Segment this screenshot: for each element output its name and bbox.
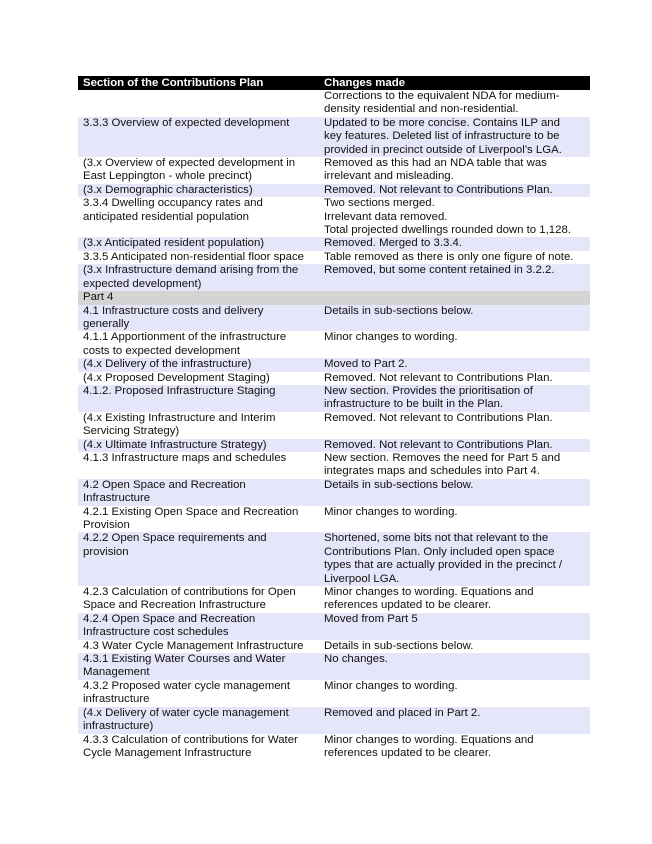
table-row bbox=[78, 157, 590, 184]
section-cell: (3.x Infrastructure demand arising from the expected development) bbox=[78, 264, 319, 291]
changes-cell: Minor changes to wording. bbox=[319, 331, 590, 358]
section-cell: (4.x Existing Infrastructure and Interim Servicing Strategy) bbox=[78, 412, 319, 439]
section-cell: Part 4 bbox=[78, 291, 319, 304]
section-cell: 4.3 Water Cycle Management Infrastructure bbox=[78, 640, 319, 653]
table-body bbox=[78, 90, 590, 760]
changes-cell: Removed. Merged to 3.3.4. bbox=[319, 237, 590, 250]
changes-cell: Removed and placed in Part 2. bbox=[319, 707, 590, 734]
section-cell: (3.x Demographic characteristics) bbox=[78, 184, 319, 197]
table-row bbox=[78, 331, 590, 358]
table-row bbox=[78, 532, 590, 586]
table-row bbox=[78, 680, 590, 707]
table-row bbox=[78, 506, 590, 533]
section-cell: 4.2.4 Open Space and Recreation Infrastructure cost schedules bbox=[78, 613, 319, 640]
section-cell: 4.3.2 Proposed water cycle management infrastructure bbox=[78, 680, 319, 707]
table-row bbox=[78, 734, 590, 761]
section-cell bbox=[78, 90, 319, 117]
table-row bbox=[78, 117, 590, 157]
section-cell: (4.x Proposed Development Staging) bbox=[78, 372, 319, 385]
table-row bbox=[78, 358, 590, 371]
changes-cell: Removed, but some content retained in 3.2.2. bbox=[319, 264, 590, 291]
table-row bbox=[78, 707, 590, 734]
section-cell: 4.1 Infrastructure costs and delivery generally bbox=[78, 305, 319, 332]
changes-cell: No changes. bbox=[319, 653, 590, 680]
changes-cell: Removed. Not relevant to Contributions Plan. bbox=[319, 372, 590, 385]
section-cell: 4.2.1 Existing Open Space and Recreation Provision bbox=[78, 506, 319, 533]
section-cell: (3.x Anticipated resident population) bbox=[78, 237, 319, 250]
table-row bbox=[78, 90, 590, 117]
table-row bbox=[78, 439, 590, 452]
table-row bbox=[78, 305, 590, 332]
section-cell: 4.3.3 Calculation of contributions for Water Cycle Management Infrastructure bbox=[78, 734, 319, 761]
section-cell: 4.2 Open Space and Recreation Infrastructure bbox=[78, 479, 319, 506]
section-cell: 3.3.4 Dwelling occupancy rates and anticipated residential population bbox=[78, 197, 319, 237]
changes-cell: Removed as this had an NDA table that was irrelevant and misleading. bbox=[319, 157, 590, 184]
table-row bbox=[78, 264, 590, 291]
contributions-changes-table bbox=[78, 76, 590, 760]
changes-cell: Minor changes to wording. Equations and references updated to be clearer. bbox=[319, 734, 590, 761]
table-row bbox=[78, 613, 590, 640]
table-row bbox=[78, 479, 590, 506]
table-row bbox=[78, 452, 590, 479]
changes-cell: New section. Provides the prioritisation of infrastructure to be built in the Plan. bbox=[319, 385, 590, 412]
changes-cell: Minor changes to wording. Equations and references updated to be clearer. bbox=[319, 586, 590, 613]
changes-cell: Table removed as there is only one figure of note. bbox=[319, 251, 590, 264]
section-cell: (4.x Delivery of the infrastructure) bbox=[78, 358, 319, 371]
changes-cell: Removed. Not relevant to Contributions Plan. bbox=[319, 439, 590, 452]
section-cell: (4.x Delivery of water cycle management infrastructure) bbox=[78, 707, 319, 734]
changes-cell: Moved from Part 5 bbox=[319, 613, 590, 640]
changes-cell: Details in sub-sections below. bbox=[319, 640, 590, 653]
changes-cell: Details in sub-sections below. bbox=[319, 479, 590, 506]
changes-cell: Two sections merged. Irrelevant data removed. Total projected dwellings rounded down to 1,128. bbox=[319, 197, 590, 237]
section-cell: 3.3.5 Anticipated non-residential floor space bbox=[78, 251, 319, 264]
changes-cell: New section. Removes the need for Part 5 and integrates maps and schedules into Part 4. bbox=[319, 452, 590, 479]
table-row bbox=[78, 237, 590, 250]
section-cell: 3.3.3 Overview of expected development bbox=[78, 117, 319, 157]
header-section: Section of the Contributions Plan bbox=[78, 76, 319, 90]
table-row bbox=[78, 412, 590, 439]
table-row bbox=[78, 251, 590, 264]
section-cell: (3.x Overview of expected development in East Leppington - whole precinct) bbox=[78, 157, 319, 184]
changes-cell: Updated to be more concise. Contains ILP and key features. Deleted list of infrastructure to be provided in precinct outside of Liverpool’s LGA. bbox=[319, 117, 590, 157]
changes-cell: Removed. Not relevant to Contributions Plan. bbox=[319, 184, 590, 197]
changes-cell: Removed. Not relevant to Contributions Plan. bbox=[319, 412, 590, 439]
changes-cell: Shortened, some bits not that relevant to the Contributions Plan. Only included open space types that are actually provided in the precinct / Liverpool LGA. bbox=[319, 532, 590, 586]
section-cell: 4.2.2 Open Space requirements and provision bbox=[78, 532, 319, 586]
table-row bbox=[78, 372, 590, 385]
section-cell: 4.1.1 Apportionment of the infrastructure costs to expected development bbox=[78, 331, 319, 358]
section-cell: 4.3.1 Existing Water Courses and Water Management bbox=[78, 653, 319, 680]
changes-cell: Moved to Part 2. bbox=[319, 358, 590, 371]
section-cell: (4.x Ultimate Infrastructure Strategy) bbox=[78, 439, 319, 452]
table-row bbox=[78, 640, 590, 653]
changes-cell: Minor changes to wording. bbox=[319, 506, 590, 533]
part-heading-row bbox=[78, 291, 590, 304]
table-row bbox=[78, 197, 590, 237]
section-cell: 4.1.3 Infrastructure maps and schedules bbox=[78, 452, 319, 479]
table-header-row bbox=[78, 76, 590, 90]
changes-cell bbox=[319, 291, 590, 304]
changes-cell: Minor changes to wording. bbox=[319, 680, 590, 707]
changes-cell: Corrections to the equivalent NDA for medium- density residential and non-residential. bbox=[319, 90, 590, 117]
section-cell: 4.2.3 Calculation of contributions for Open Space and Recreation Infrastructure bbox=[78, 586, 319, 613]
header-changes: Changes made bbox=[319, 76, 590, 90]
table-row bbox=[78, 653, 590, 680]
changes-cell: Details in sub-sections below. bbox=[319, 305, 590, 332]
table-row bbox=[78, 385, 590, 412]
section-cell: 4.1.2. Proposed Infrastructure Staging bbox=[78, 385, 319, 412]
table-row bbox=[78, 586, 590, 613]
table-row bbox=[78, 184, 590, 197]
